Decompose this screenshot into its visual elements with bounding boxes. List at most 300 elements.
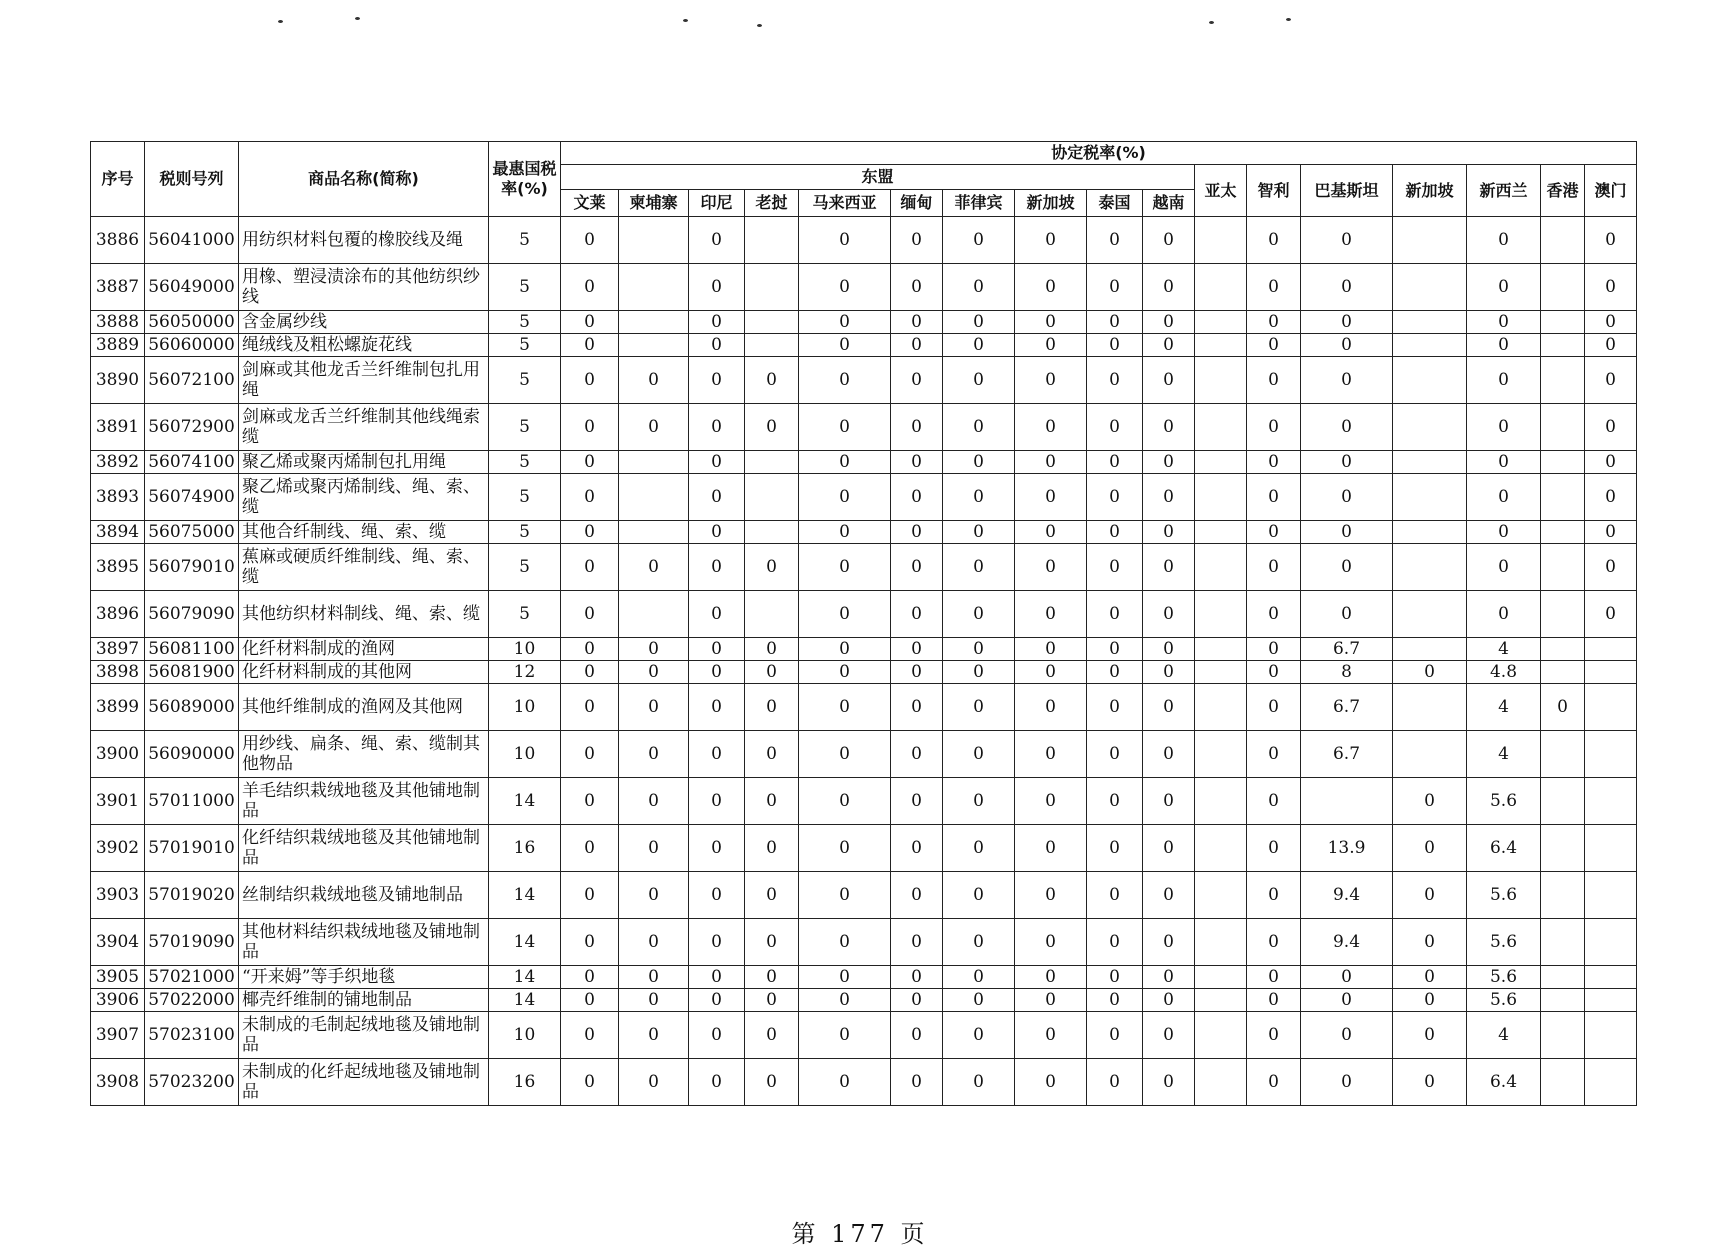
rate-cell: [1541, 825, 1585, 872]
code-cell: 57023100: [145, 1012, 239, 1059]
rate-cell: 0: [799, 638, 891, 661]
rate-cell: [1541, 591, 1585, 638]
rate-cell: 0: [745, 825, 799, 872]
rate-cell: 0: [689, 1012, 745, 1059]
rate-cell: 0: [1015, 989, 1087, 1012]
rate-cell: 0: [1087, 474, 1143, 521]
name-cell: 丝制结织栽绒地毯及铺地制品: [239, 872, 489, 919]
rate-cell: 0: [891, 217, 943, 264]
rate-cell: 0: [1467, 264, 1541, 311]
seq-cell: 3902: [91, 825, 145, 872]
rate-cell: 0: [1015, 311, 1087, 334]
rate-cell: [1393, 357, 1467, 404]
mfn-cell: 16: [489, 1059, 561, 1106]
code-cell: 56081900: [145, 661, 239, 684]
rate-cell: [1585, 778, 1637, 825]
rate-cell: 0: [561, 825, 619, 872]
rate-cell: [619, 591, 689, 638]
rate-cell: [1195, 474, 1247, 521]
rate-cell: 0: [1247, 357, 1301, 404]
rate-cell: 0: [943, 451, 1015, 474]
rate-cell: [1585, 661, 1637, 684]
rate-cell: 0: [561, 217, 619, 264]
header-other-1: 智利: [1247, 165, 1301, 217]
mfn-cell: 14: [489, 966, 561, 989]
code-cell: 57022000: [145, 989, 239, 1012]
rate-cell: 0: [745, 778, 799, 825]
rate-cell: [1195, 1012, 1247, 1059]
rate-cell: [1585, 731, 1637, 778]
rate-cell: 0: [689, 825, 745, 872]
scan-speck: [757, 24, 762, 27]
rate-cell: 0: [943, 1012, 1015, 1059]
rate-cell: 0: [1143, 591, 1195, 638]
rate-cell: 0: [745, 919, 799, 966]
rate-cell: 0: [891, 544, 943, 591]
header-asean-country-0: 文莱: [561, 190, 619, 217]
rate-cell: 4: [1467, 1012, 1541, 1059]
rate-cell: 0: [1301, 474, 1393, 521]
rate-cell: 0: [943, 684, 1015, 731]
rate-cell: 6.7: [1301, 731, 1393, 778]
rate-cell: 0: [799, 334, 891, 357]
header-asean: 东盟: [561, 165, 1195, 190]
rate-cell: 0: [619, 684, 689, 731]
rate-cell: 0: [1143, 661, 1195, 684]
rate-cell: 0: [1247, 778, 1301, 825]
rate-cell: 13.9: [1301, 825, 1393, 872]
rate-cell: 0: [619, 731, 689, 778]
rate-cell: 0: [1301, 966, 1393, 989]
rate-cell: 5.6: [1467, 919, 1541, 966]
rate-cell: [745, 217, 799, 264]
rate-cell: 0: [1247, 989, 1301, 1012]
rate-cell: 0: [745, 684, 799, 731]
seq-cell: 3895: [91, 544, 145, 591]
rate-cell: 0: [891, 1012, 943, 1059]
rate-cell: 0: [1015, 591, 1087, 638]
rate-cell: 0: [1087, 1012, 1143, 1059]
rate-cell: 0: [1247, 451, 1301, 474]
seq-cell: 3892: [91, 451, 145, 474]
name-cell: 其他材料结织栽绒地毯及铺地制品: [239, 919, 489, 966]
rate-cell: 0: [1301, 989, 1393, 1012]
rate-cell: 0: [799, 825, 891, 872]
rate-cell: [1541, 661, 1585, 684]
rate-cell: 0: [1087, 404, 1143, 451]
rate-cell: [745, 474, 799, 521]
rate-cell: 0: [689, 404, 745, 451]
rate-cell: 0: [1143, 474, 1195, 521]
rate-cell: 0: [561, 1059, 619, 1106]
name-cell: 聚乙烯或聚丙烯制包扎用绳: [239, 451, 489, 474]
rate-cell: 0: [561, 684, 619, 731]
rate-cell: [1195, 872, 1247, 919]
rate-cell: 0: [689, 919, 745, 966]
table-row: [91, 357, 1637, 404]
rate-cell: 0: [1247, 1059, 1301, 1106]
header-other-3: 新加坡: [1393, 165, 1467, 217]
rate-cell: [1541, 731, 1585, 778]
rate-cell: 0: [943, 217, 1015, 264]
rate-cell: [1585, 1012, 1637, 1059]
rate-cell: 4: [1467, 684, 1541, 731]
rate-cell: 9.4: [1301, 872, 1393, 919]
seq-cell: 3889: [91, 334, 145, 357]
rate-cell: 0: [619, 544, 689, 591]
rate-cell: [1541, 521, 1585, 544]
rate-cell: 0: [1143, 334, 1195, 357]
rate-cell: 0: [1301, 404, 1393, 451]
mfn-cell: 5: [489, 357, 561, 404]
rate-cell: 0: [799, 521, 891, 544]
rate-cell: 0: [1585, 591, 1637, 638]
rate-cell: 0: [1143, 521, 1195, 544]
rate-cell: 0: [1143, 451, 1195, 474]
seq-cell: 3904: [91, 919, 145, 966]
rate-cell: 0: [1087, 731, 1143, 778]
rate-cell: 4: [1467, 731, 1541, 778]
rate-cell: [745, 591, 799, 638]
rate-cell: [619, 521, 689, 544]
code-cell: 56041000: [145, 217, 239, 264]
rate-cell: [1541, 217, 1585, 264]
rate-cell: 0: [561, 638, 619, 661]
rate-cell: 0: [561, 357, 619, 404]
rate-cell: 0: [1301, 591, 1393, 638]
rate-cell: 0: [943, 989, 1015, 1012]
header-asean-country-1: 柬埔寨: [619, 190, 689, 217]
rate-cell: [1195, 217, 1247, 264]
rate-cell: 0: [799, 591, 891, 638]
rate-cell: [1195, 638, 1247, 661]
code-cell: 56079010: [145, 544, 239, 591]
rate-cell: 0: [1015, 544, 1087, 591]
seq-cell: 3886: [91, 217, 145, 264]
rate-cell: 0: [561, 778, 619, 825]
rate-cell: 0: [1247, 217, 1301, 264]
rate-cell: 0: [1301, 1059, 1393, 1106]
rate-cell: 0: [1015, 778, 1087, 825]
header-asean-country-4: 马来西亚: [799, 190, 891, 217]
rate-cell: [1585, 638, 1637, 661]
rate-cell: [619, 334, 689, 357]
rate-cell: [1195, 521, 1247, 544]
rate-cell: 0: [1015, 334, 1087, 357]
seq-cell: 3894: [91, 521, 145, 544]
mfn-cell: 5: [489, 264, 561, 311]
rate-cell: [745, 521, 799, 544]
rate-cell: 5.6: [1467, 778, 1541, 825]
rate-cell: [1541, 638, 1585, 661]
rate-cell: [1393, 334, 1467, 357]
rate-cell: 0: [689, 521, 745, 544]
rate-cell: [1195, 684, 1247, 731]
rate-cell: [1195, 731, 1247, 778]
table-row: [91, 825, 1637, 872]
rate-cell: 0: [1247, 638, 1301, 661]
rate-cell: [1393, 311, 1467, 334]
rate-cell: 0: [1393, 872, 1467, 919]
rate-cell: [1393, 217, 1467, 264]
rate-cell: 5.6: [1467, 872, 1541, 919]
rate-cell: 0: [891, 334, 943, 357]
rate-cell: 0: [891, 731, 943, 778]
rate-cell: 0: [619, 778, 689, 825]
rate-cell: 0: [1143, 825, 1195, 872]
rate-cell: 0: [1143, 989, 1195, 1012]
rate-cell: 0: [943, 1059, 1015, 1106]
rate-cell: 0: [619, 872, 689, 919]
rate-cell: [1541, 1012, 1585, 1059]
header-asean-country-6: 菲律宾: [943, 190, 1015, 217]
rate-cell: 0: [943, 264, 1015, 311]
name-cell: 剑麻或龙舌兰纤维制其他线绳索缆: [239, 404, 489, 451]
rate-cell: [1195, 778, 1247, 825]
header-mfn: 最惠国税率(%): [489, 142, 561, 217]
rate-cell: 0: [1015, 357, 1087, 404]
rate-cell: 0: [799, 1012, 891, 1059]
mfn-cell: 10: [489, 1012, 561, 1059]
rate-cell: [1195, 591, 1247, 638]
rate-cell: 0: [891, 521, 943, 544]
seq-cell: 3893: [91, 474, 145, 521]
rate-cell: 0: [1301, 264, 1393, 311]
code-cell: 57019010: [145, 825, 239, 872]
rate-cell: 0: [561, 591, 619, 638]
rate-cell: 0: [799, 966, 891, 989]
rate-cell: 0: [1015, 1012, 1087, 1059]
rate-cell: 0: [561, 311, 619, 334]
rate-cell: 0: [561, 544, 619, 591]
name-cell: 含金属纱线: [239, 311, 489, 334]
rate-cell: 0: [1087, 825, 1143, 872]
rate-cell: 0: [799, 731, 891, 778]
rate-cell: [1195, 825, 1247, 872]
scan-speck: [1209, 21, 1214, 24]
rate-cell: 0: [1247, 919, 1301, 966]
rate-cell: 0: [1585, 474, 1637, 521]
rate-cell: 0: [943, 311, 1015, 334]
page-number: 第 177 页: [791, 1220, 929, 1248]
rate-cell: 0: [1143, 919, 1195, 966]
code-cell: 57023200: [145, 1059, 239, 1106]
rate-cell: 0: [1247, 684, 1301, 731]
rate-cell: 0: [745, 357, 799, 404]
rate-cell: [1195, 544, 1247, 591]
seq-cell: 3900: [91, 731, 145, 778]
rate-cell: 0: [799, 264, 891, 311]
rate-cell: [619, 217, 689, 264]
rate-cell: 0: [1143, 684, 1195, 731]
rate-cell: [745, 451, 799, 474]
rate-cell: 0: [619, 1012, 689, 1059]
rate-cell: [1541, 404, 1585, 451]
table-row: [91, 638, 1637, 661]
rate-cell: 0: [799, 872, 891, 919]
rate-cell: 0: [689, 217, 745, 264]
rate-cell: 0: [745, 661, 799, 684]
rate-cell: 0: [1015, 474, 1087, 521]
rate-cell: [1585, 966, 1637, 989]
rate-cell: 0: [1087, 778, 1143, 825]
rate-cell: [1195, 311, 1247, 334]
rate-cell: 0: [1247, 872, 1301, 919]
rate-cell: 0: [1393, 966, 1467, 989]
rate-cell: 0: [891, 919, 943, 966]
rate-cell: [745, 334, 799, 357]
table-row: [91, 217, 1637, 264]
scan-speck: [683, 19, 688, 22]
rate-cell: 0: [1467, 591, 1541, 638]
name-cell: 椰壳纤维制的铺地制品: [239, 989, 489, 1012]
rate-cell: 0: [1087, 311, 1143, 334]
code-cell: 56074900: [145, 474, 239, 521]
rate-cell: 0: [1015, 966, 1087, 989]
code-cell: 56050000: [145, 311, 239, 334]
rate-cell: 0: [943, 544, 1015, 591]
rate-cell: 0: [891, 778, 943, 825]
rate-cell: 6.4: [1467, 1059, 1541, 1106]
rate-cell: 0: [619, 919, 689, 966]
rate-cell: 0: [799, 451, 891, 474]
rate-cell: [1393, 404, 1467, 451]
rate-cell: 0: [891, 638, 943, 661]
rate-cell: 0: [799, 919, 891, 966]
seq-cell: 3890: [91, 357, 145, 404]
rate-cell: 0: [689, 1059, 745, 1106]
table-row: [91, 966, 1637, 989]
rate-cell: 0: [1247, 591, 1301, 638]
name-cell: 化纤材料制成的其他网: [239, 661, 489, 684]
header-other-5: 香港: [1541, 165, 1585, 217]
rate-cell: 0: [943, 357, 1015, 404]
rate-cell: 0: [1585, 521, 1637, 544]
table-row: [91, 919, 1637, 966]
mfn-cell: 5: [489, 544, 561, 591]
rate-cell: 0: [619, 661, 689, 684]
rate-cell: 0: [745, 989, 799, 1012]
header-agreement: 协定税率(%): [561, 142, 1637, 165]
rate-cell: 0: [891, 591, 943, 638]
table-row: [91, 334, 1637, 357]
rate-cell: 0: [1247, 334, 1301, 357]
rate-cell: 0: [1015, 264, 1087, 311]
rate-cell: 0: [745, 544, 799, 591]
header-seq: 序号: [91, 142, 145, 217]
table-row: [91, 404, 1637, 451]
rate-cell: 0: [561, 966, 619, 989]
name-cell: 用橡、塑浸渍涂布的其他纺织纱线: [239, 264, 489, 311]
rate-cell: 0: [1467, 474, 1541, 521]
rate-cell: 0: [1541, 684, 1585, 731]
rate-cell: 0: [745, 966, 799, 989]
rate-cell: 0: [891, 1059, 943, 1106]
table-row: [91, 684, 1637, 731]
rate-cell: 0: [745, 731, 799, 778]
rate-cell: 0: [561, 404, 619, 451]
rate-cell: 0: [619, 989, 689, 1012]
code-cell: 57011000: [145, 778, 239, 825]
seq-cell: 3888: [91, 311, 145, 334]
rate-cell: [1541, 989, 1585, 1012]
rate-cell: 0: [561, 1012, 619, 1059]
table-row: [91, 591, 1637, 638]
rate-cell: 0: [1585, 451, 1637, 474]
header-asean-country-5: 缅甸: [891, 190, 943, 217]
rate-cell: [1541, 966, 1585, 989]
rate-cell: 0: [1015, 661, 1087, 684]
seq-cell: 3906: [91, 989, 145, 1012]
rate-cell: 0: [943, 778, 1015, 825]
header-other-0: 亚太: [1195, 165, 1247, 217]
rate-cell: 0: [1143, 966, 1195, 989]
rate-cell: 0: [891, 357, 943, 404]
name-cell: 羊毛结织栽绒地毯及其他铺地制品: [239, 778, 489, 825]
rate-cell: 0: [689, 684, 745, 731]
table-row: [91, 311, 1637, 334]
seq-cell: 3887: [91, 264, 145, 311]
rate-cell: [1541, 357, 1585, 404]
mfn-cell: 5: [489, 474, 561, 521]
rate-cell: [1195, 919, 1247, 966]
rate-cell: [1195, 661, 1247, 684]
rate-cell: [1195, 404, 1247, 451]
rate-cell: [1541, 334, 1585, 357]
code-cell: 56089000: [145, 684, 239, 731]
rate-cell: 0: [1301, 334, 1393, 357]
rate-cell: 0: [1015, 404, 1087, 451]
name-cell: 剑麻或其他龙舌兰纤维制包扎用绳: [239, 357, 489, 404]
seq-cell: 3903: [91, 872, 145, 919]
rate-cell: 0: [1393, 778, 1467, 825]
rate-cell: [1393, 591, 1467, 638]
header-asean-country-2: 印尼: [689, 190, 745, 217]
mfn-cell: 10: [489, 731, 561, 778]
rate-cell: 0: [689, 544, 745, 591]
rate-cell: 0: [689, 264, 745, 311]
rate-cell: 0: [689, 989, 745, 1012]
name-cell: 其他纤维制成的渔网及其他网: [239, 684, 489, 731]
rate-cell: [745, 311, 799, 334]
rate-cell: 4: [1467, 638, 1541, 661]
rate-cell: 0: [1087, 684, 1143, 731]
rate-cell: 0: [799, 1059, 891, 1106]
rate-cell: [1585, 1059, 1637, 1106]
rate-cell: 0: [561, 731, 619, 778]
rate-cell: [1541, 474, 1585, 521]
rate-cell: 0: [745, 872, 799, 919]
scan-speck: [1286, 18, 1291, 21]
rate-cell: 0: [1247, 966, 1301, 989]
code-cell: 57021000: [145, 966, 239, 989]
mfn-cell: 14: [489, 919, 561, 966]
rate-cell: 0: [1143, 1059, 1195, 1106]
rate-cell: 0: [1087, 264, 1143, 311]
rate-cell: 0: [1247, 1012, 1301, 1059]
code-cell: 56075000: [145, 521, 239, 544]
rate-cell: 0: [891, 872, 943, 919]
rate-cell: [1393, 521, 1467, 544]
rate-cell: 0: [1087, 661, 1143, 684]
table-row: [91, 264, 1637, 311]
rate-cell: 0: [1143, 731, 1195, 778]
rate-cell: [1393, 684, 1467, 731]
seq-cell: 3897: [91, 638, 145, 661]
rate-cell: 0: [943, 661, 1015, 684]
rate-cell: 0: [943, 591, 1015, 638]
rate-cell: 0: [689, 357, 745, 404]
